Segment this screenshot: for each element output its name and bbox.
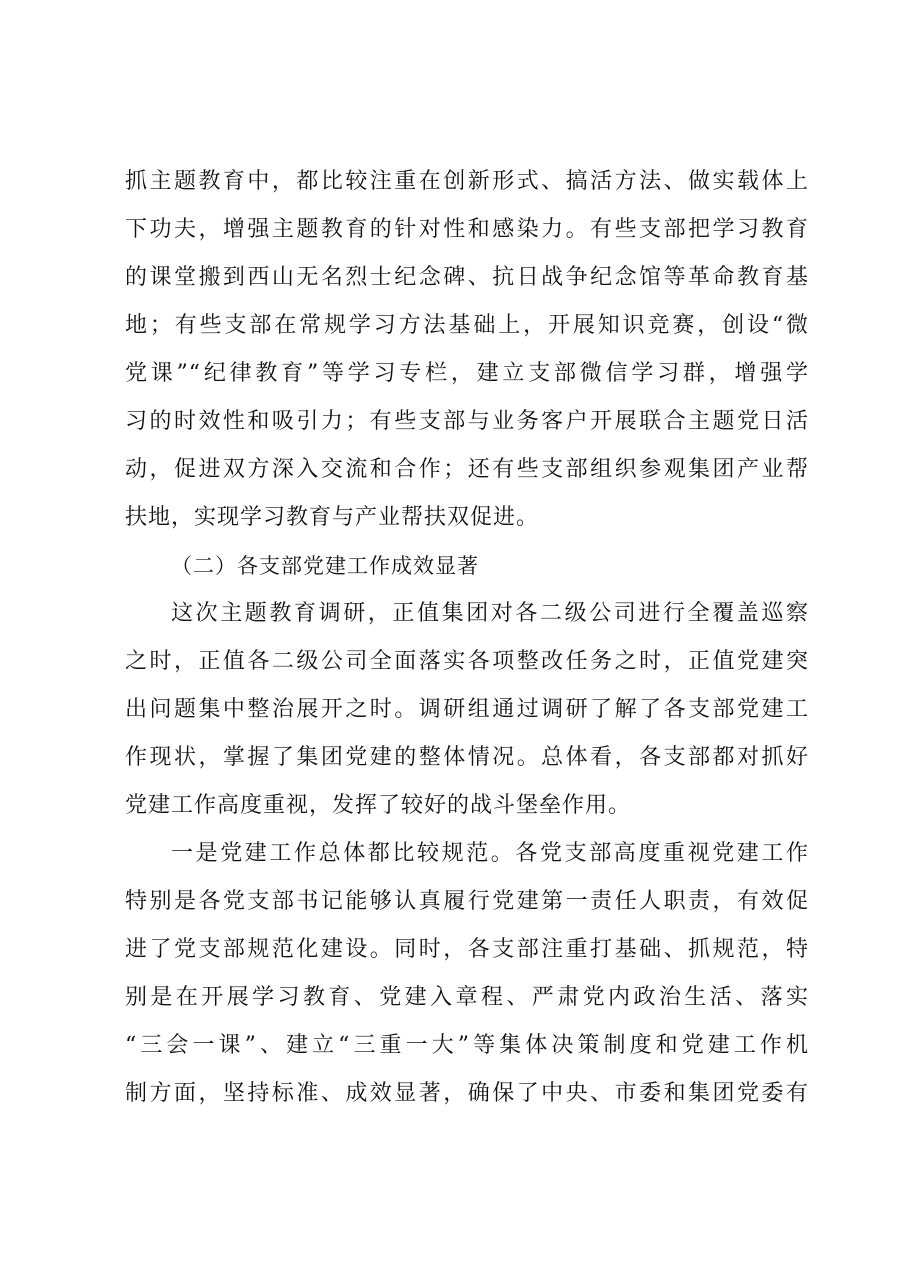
text-line: 之时，正值各二级公司全面落实各项整改任务之时，正值党建突 (125, 649, 809, 674)
text-line: 一是党建工作总体都比较规范。各党支部高度重视党建工作 (171, 841, 809, 866)
text-line: 动，促进双方深入交流和合作；还有些支部组织参观集团产业帮 (125, 457, 809, 482)
text-line: 这次主题教育调研，正值集团对各二级公司进行全覆盖巡察 (171, 601, 809, 626)
text-line: 制方面，坚持标准、成效显著，确保了中央、市委和集团党委有 (125, 1081, 809, 1106)
text-line: “三会一课”、建立“三重一大”等集体决策制度和党建工作机 (125, 1033, 809, 1058)
text-line: 下功夫，增强主题教育的针对性和感染力。有些支部把学习教育 (125, 217, 809, 242)
text-line: 进了党支部规范化建设。同时，各支部注重打基础、抓规范，特 (125, 937, 809, 962)
section-heading: （二）各支部党建工作成效显著 (171, 554, 479, 578)
paragraph-party-building-standards (125, 830, 809, 1118)
text-line: 别是在开展学习教育、党建入章程、严肃党内政治生活、落实 (125, 985, 809, 1010)
text-line: 抓主题教育中，都比较注重在创新形式、搞活方法、做实载体上 (125, 169, 809, 194)
text-line: 作现状，掌握了集团党建的整体情况。总体看，各支部都对抓好 (125, 745, 809, 770)
text-line: 特别是各党支部书记能够认真履行党建第一责任人职责，有效促 (125, 889, 809, 914)
text-line: 党课”“纪律教育”等学习专栏，建立支部微信学习群，增强学 (125, 361, 809, 386)
text-line: 出问题集中整治展开之时。调研组通过调研了解了各支部党建工 (125, 697, 809, 722)
body-text (125, 158, 809, 1118)
text-line: 党建工作高度重视，发挥了较好的战斗堡垒作用。 (125, 793, 632, 818)
text-line: 的课堂搬到西山无名烈士纪念碑、抗日战争纪念馆等革命教育基 (125, 265, 809, 290)
text-line: 扶地，实现学习教育与产业帮扶双促进。 (125, 505, 540, 530)
paragraph-theme-education-methods (125, 158, 809, 542)
paragraph-research-overview (125, 590, 809, 830)
text-line: 地；有些支部在常规学习方法基础上，开展知识竞赛，创设“微 (125, 313, 809, 338)
text-line: 习的时效性和吸引力；有些支部与业务客户开展联合主题党日活 (125, 409, 809, 434)
